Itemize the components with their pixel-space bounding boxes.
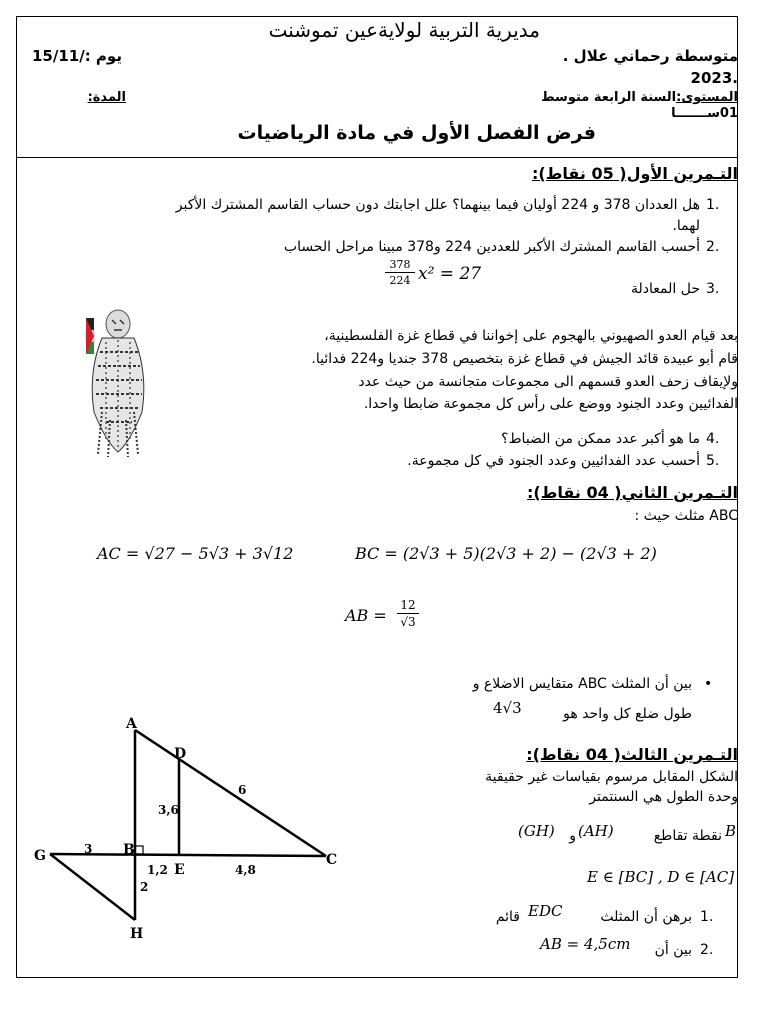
label-point-c: C [326, 852, 338, 868]
line-ah: (AH) [578, 822, 614, 840]
level-label: المستوى: [676, 90, 738, 105]
ex3-q2-number: 2. [700, 942, 714, 958]
label-point-d: D [174, 746, 187, 762]
ex3-q1-end: قائم [495, 909, 520, 925]
ex2-task-line2: طول ضلع كل واحد هو [563, 706, 692, 722]
exam-date: يوم :/15/11 [32, 47, 122, 65]
equation-fraction [383, 258, 417, 287]
ac-formula: AC = √27 − 5√3 + 3√12 [97, 544, 294, 563]
dove-keffiyeh-icon [72, 302, 162, 462]
ex1-q4-number: 4. [706, 431, 720, 447]
ex3-q2: بين أن [654, 942, 692, 958]
length-be: 1,2 [147, 863, 168, 877]
ex3-and: و [569, 828, 576, 844]
fraction-numerator: 378 [389, 258, 411, 271]
ex3-b-definition: نقطة تقاطع [653, 828, 722, 844]
ex3-membership: E ∈ [BC] , D ∈ [AC] [587, 868, 735, 886]
ex1-q1-line2: لهما. [672, 218, 700, 234]
ex3-q1: برهن أن المثلث [600, 909, 692, 925]
directorate-title: مديرية التربية لولايةعين تموشنت [268, 18, 540, 42]
exam-year: .2023 [690, 69, 738, 87]
length-dc: 6 [238, 783, 247, 797]
ex1-paragraph-line2: قام أبو عبيدة قائد الجيش في قطاع غزة بتخصيص 378 جنديا و224 فدائيا. [311, 351, 738, 367]
ex1-q4: ما هو أكبر عدد ممكن من الضباط؟ [501, 431, 700, 447]
fraction-bar [385, 272, 415, 273]
ex1-paragraph-line3: ولإيقاف زحف العدو قسمهم الى مجموعات متجانسة من حيث عدد [358, 374, 738, 390]
length-de: 3,6 [158, 803, 179, 817]
label-point-b: B [123, 842, 135, 858]
exercise-2-heading: التـمرين الثاني( 04 نقاط): [527, 483, 738, 502]
exercise-1-heading: التـمرين الأول( 05 نقاط): [532, 164, 738, 183]
ex1-q2: أحسب القاسم المشترك الأكبر للعددين 224 و378 مبينا مراحل الحساب [283, 239, 700, 255]
level-value: السنة الرابعة متوسط [541, 90, 677, 105]
ab-lhs: AB = [345, 606, 387, 625]
ab-length-claim: AB = 4,5cm [540, 935, 631, 953]
segment-ac [135, 730, 326, 856]
length-bh: 2 [140, 880, 149, 894]
ex2-task-line1: بين أن المثلث ABC متقايس الاضلاع و [472, 676, 692, 692]
header-divider [16, 157, 738, 158]
geometry-figure [30, 708, 350, 948]
ab-numerator: 12 [400, 598, 416, 612]
ex2-side-length: 4√3 [493, 699, 522, 717]
triangle-edc: EDC [528, 902, 563, 920]
label-point-h: H [130, 926, 144, 942]
ex3-intro-line2: وحدة الطول هي السنتمتر [589, 789, 738, 805]
dove-keffiyeh-image [72, 302, 162, 462]
ex1-paragraph-line1: بعد قيام العدو الصهيوني بالهجوم على إخواننا في قطاع غزة الفلسطينية، [324, 328, 738, 344]
ex3-q1-number: 1. [700, 909, 714, 925]
duration-label: المدة: [87, 90, 126, 105]
ex1-paragraph-line4: الفدائيين وعدد الجنود ووضع على رأس كل مجموعة ضابطا واحدا. [363, 396, 738, 412]
ex1-q5-number: 5. [706, 453, 720, 469]
ex1-q3: حل المعادلة [631, 281, 700, 297]
ex1-q1-line1: هل العددان 378 و 224 أوليان فيما بينهما؟ علل اجابتك دون حساب القاسم المشترك الأكبر [175, 197, 700, 213]
ab-fraction-bar [397, 613, 419, 614]
school-name: متوسطة رحماني علال . [562, 47, 738, 65]
length-ec: 4,8 [235, 863, 256, 877]
ex2-intro: ABC مثلث حيث : [634, 508, 738, 524]
fraction-denominator: 224 [389, 274, 411, 287]
ab-fraction [396, 598, 420, 629]
ex1-q5: أحسب عدد الفدائيين وعدد الجنود في كل مجموعة. [407, 453, 700, 469]
ex1-q2-number: 2. [706, 239, 720, 255]
bc-formula: BC = (2√3 + 5)(2√3 + 2) − (2√3 + 2) [355, 544, 657, 563]
point-b-letter: B [725, 822, 737, 840]
ex2-bullet: • [704, 676, 713, 692]
ex3-intro-line1: الشكل المقابل مرسوم بقياسات غير حقيقية [485, 769, 738, 785]
line-gh: (GH) [518, 822, 555, 840]
exam-title: فرض الفصل الأول في مادة الرياضيات [237, 122, 596, 144]
ab-denominator: √3 [400, 615, 416, 629]
exercise-3-heading: التـمرين الثالث( 04 نقاط): [526, 745, 738, 764]
length-gb: 3 [84, 842, 93, 856]
level-row [460, 90, 738, 105]
label-point-a: A [126, 716, 137, 732]
equation-rest: x² = 27 [418, 264, 482, 284]
class-label: 01ســـــــا [671, 106, 738, 121]
segment-gh [50, 854, 135, 920]
ex1-q1-number: 1. [706, 197, 720, 213]
ex1-q3-number: 3. [706, 281, 720, 297]
label-point-g: G [34, 848, 46, 864]
label-point-e: E [174, 862, 185, 878]
